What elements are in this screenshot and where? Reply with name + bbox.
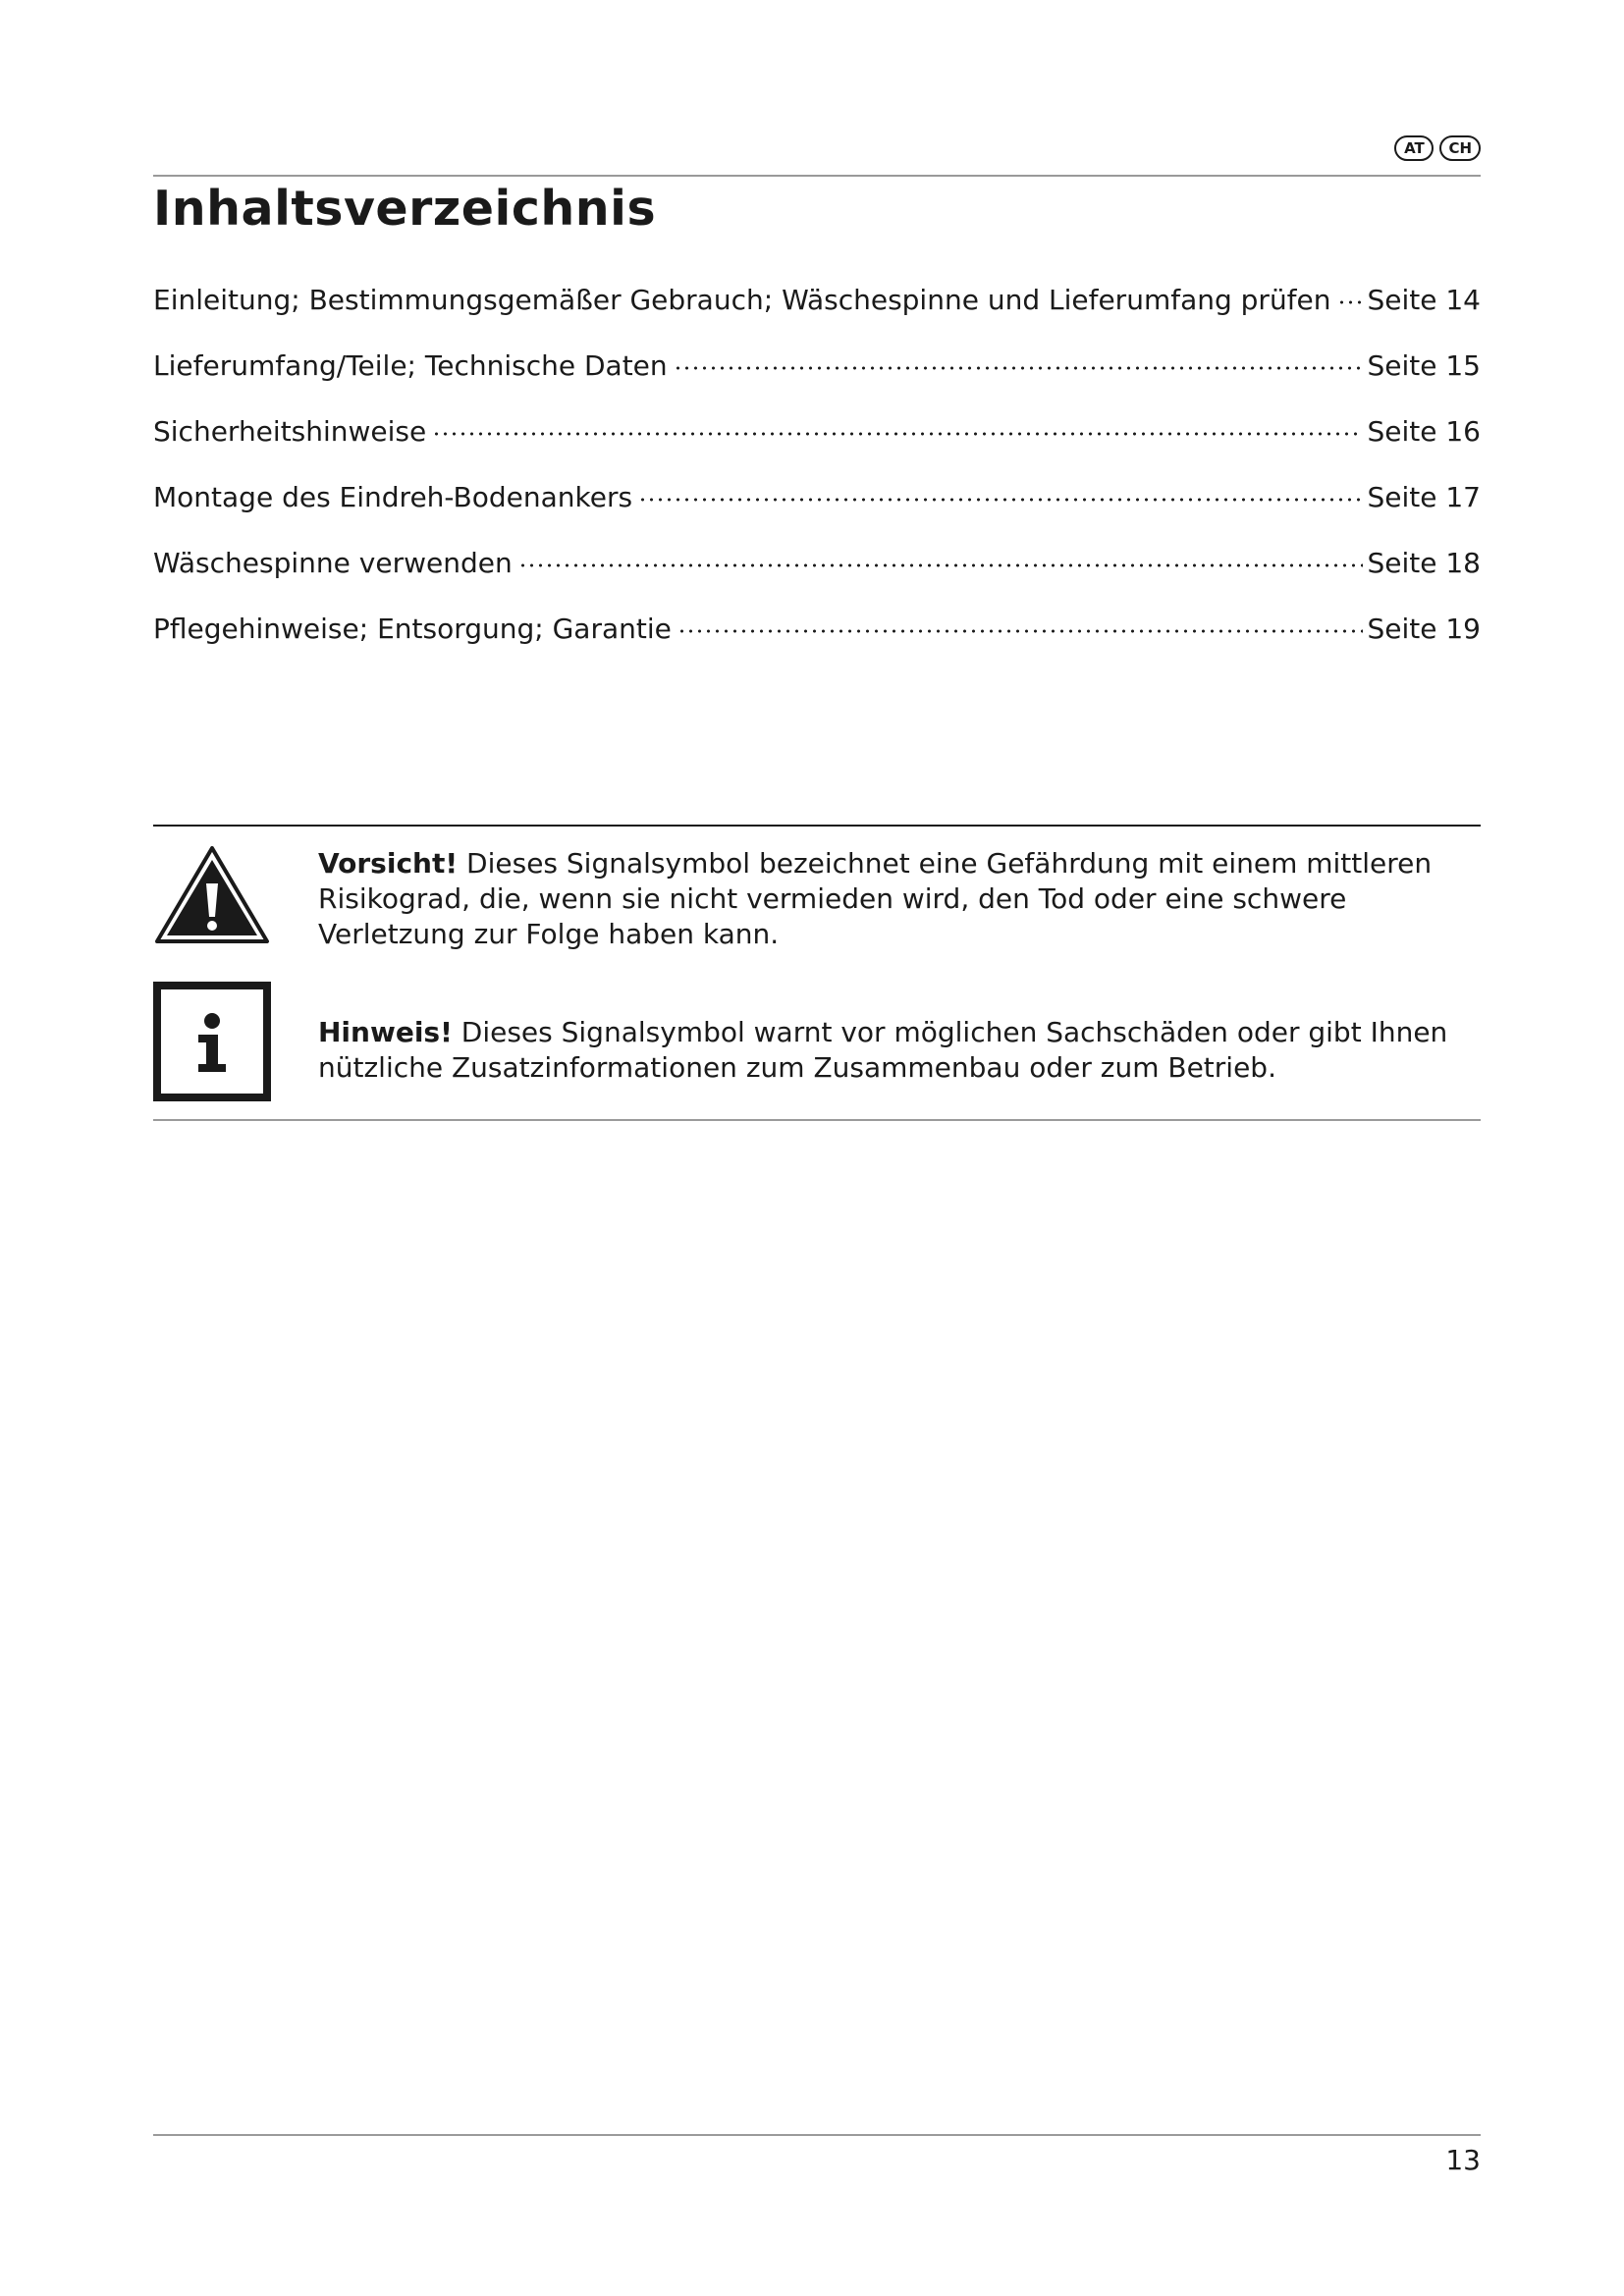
toc-entry-page: Seite 16 [1367,415,1481,448]
toc-entry-page: Seite 18 [1367,547,1481,579]
toc-entry[interactable] [153,407,1481,473]
warning-text [318,846,1487,952]
info-text [318,1015,1487,1086]
country-badge-at: AT [1394,135,1434,161]
toc-leader-dots [518,539,1364,572]
warning-heading: Vorsicht! [318,847,459,880]
toc-entry-label: Einleitung; Bestimmungsgemäßer Gebrauch; Wäschespinne und Lieferumfang prüfen [153,284,1331,316]
toc-leader-dots [432,407,1363,441]
toc-entry-label: Pflegehinweise; Entsorgung; Garantie [153,613,672,645]
info-icon [153,982,271,1105]
notes-top-divider [153,825,1481,827]
toc-entry-page: Seite 15 [1367,349,1481,382]
toc-entry-page: Seite 17 [1367,481,1481,513]
toc-entry[interactable] [153,342,1481,407]
toc-entry[interactable] [153,473,1481,539]
notes-bottom-divider [153,1119,1481,1121]
footer-divider [153,2134,1481,2136]
toc-entry-page: Seite 14 [1367,284,1481,316]
toc-leader-dots [674,342,1364,375]
toc-leader-dots [1337,276,1364,309]
info-body: Dieses Signalsymbol warnt vor möglichen Sachschäden oder gibt Ihnen nützliche Zusatzinformationen zum Zusammenbau oder zum Betrieb. [318,1016,1448,1084]
info-heading: Hinweis! [318,1016,453,1048]
toc-entry-page: Seite 19 [1367,613,1481,645]
toc-entry[interactable] [153,539,1481,605]
page-number: 13 [1445,2144,1481,2176]
toc-entry-label: Wäschespinne verwenden [153,547,513,579]
toc-entry[interactable] [153,276,1481,342]
warning-triangle-icon [153,844,271,950]
page-title: Inhaltsverzeichnis [153,181,657,237]
toc-entry-label: Sicherheitshinweise [153,415,427,448]
table-of-contents [153,276,1481,670]
toc-leader-dots [638,473,1363,507]
header-divider [153,175,1481,177]
toc-leader-dots [677,605,1364,638]
toc-entry-label: Montage des Eindreh-Bodenankers [153,481,633,513]
country-badge-ch: CH [1439,135,1481,161]
warning-body: Dieses Signalsymbol bezeichnet eine Gefährdung mit einem mittleren Risikograd, die, wenn sie nicht vermieden wird, den Tod oder eine schwere Verletzung zur Folge haben kann. [318,847,1433,950]
toc-entry[interactable] [153,605,1481,670]
country-badges [1394,135,1481,161]
toc-entry-label: Lieferumfang/Teile; Technische Daten [153,349,668,382]
